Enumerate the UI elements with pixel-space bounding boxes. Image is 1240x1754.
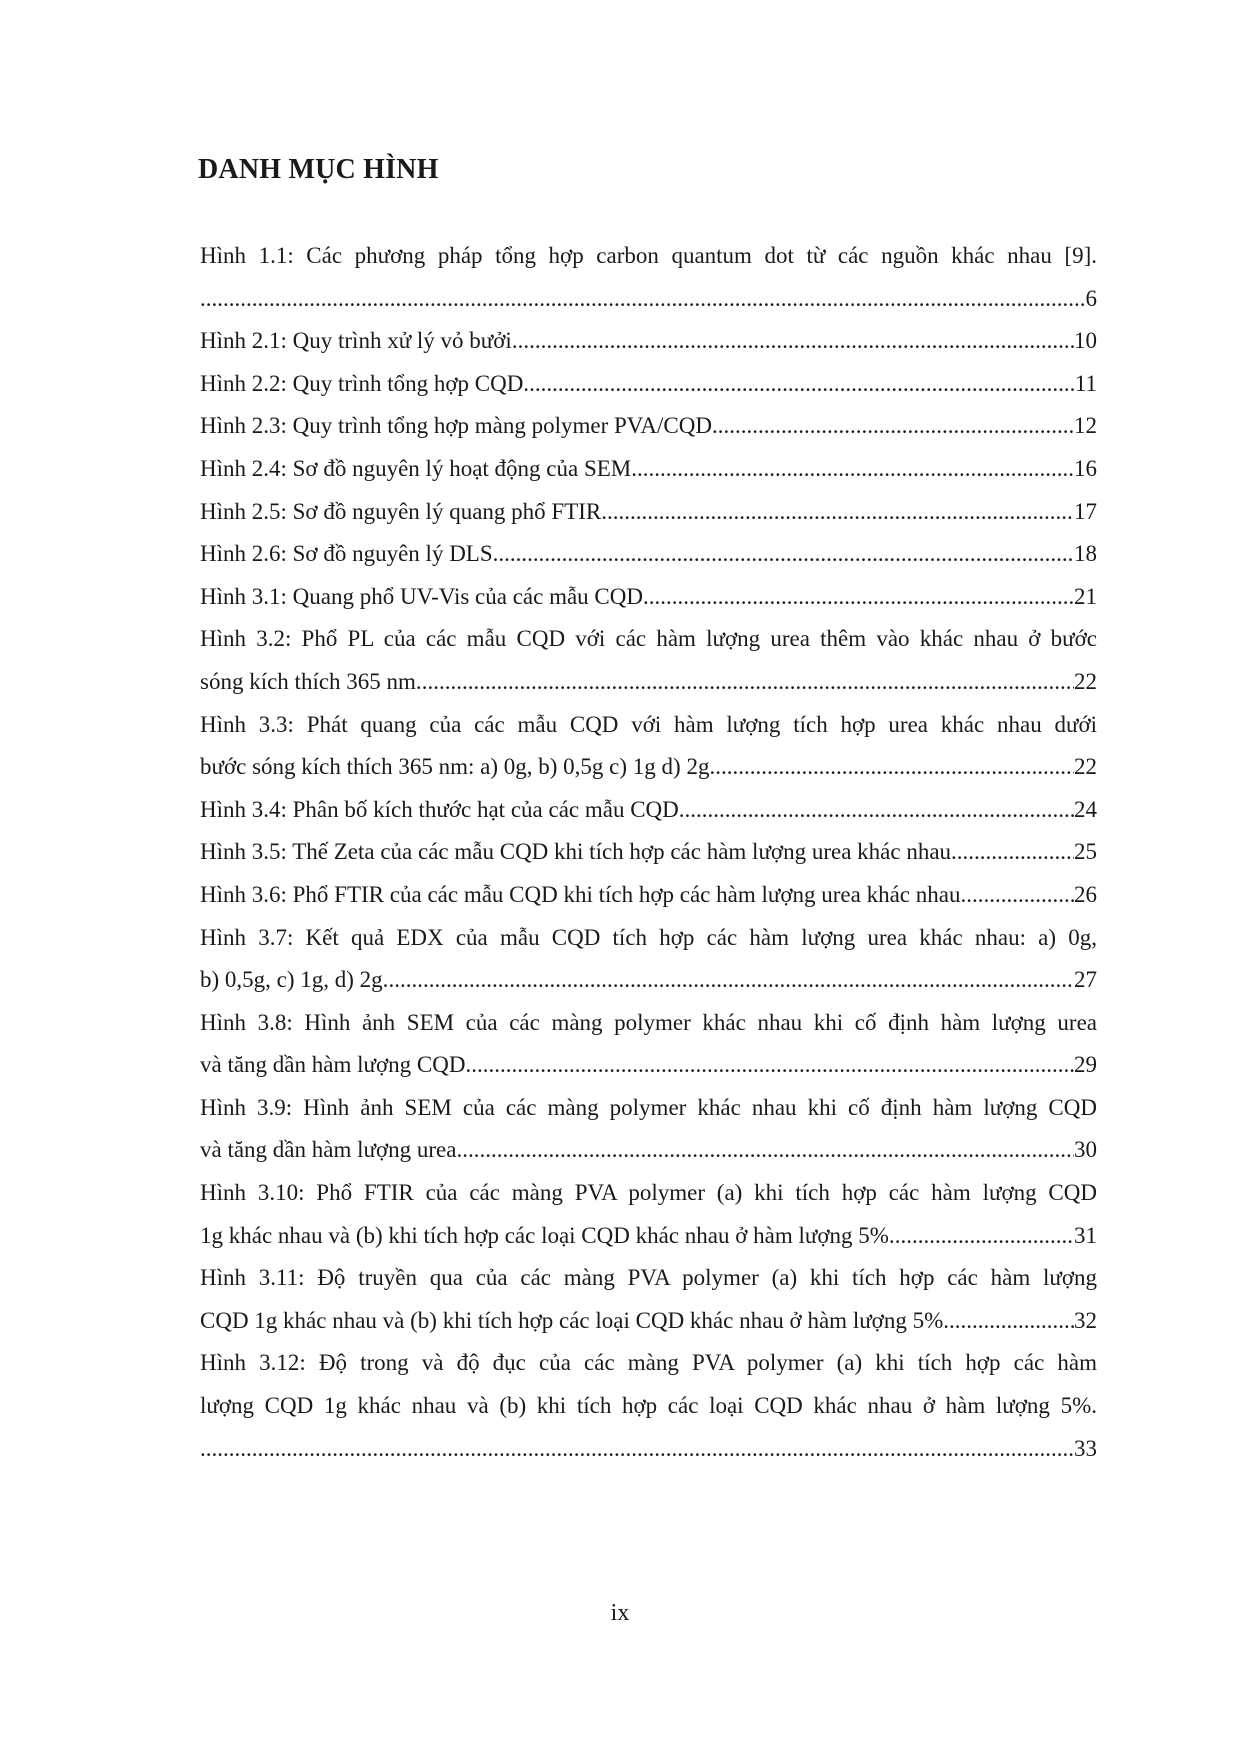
list-of-figures-heading: DANH MỤC HÌNH [198,154,439,185]
figure-entry-last-line [200,320,1097,363]
figure-entry-page: 33 [1074,1435,1097,1461]
dot-leader [422,661,1074,704]
dot-leader [388,959,1074,1002]
figure-entry-text: lượng CQD 1g khác nhau và (b) khi tích hợp các loại CQD khác nhau ở hàm lượng 5%. [200,1393,1097,1419]
dot-leader [895,1215,1074,1258]
figure-entry [200,320,1097,363]
figure-entry-text: 1g khác nhau và (b) khi tích hợp các loại CQD khác nhau ở hàm lượng 5%. [200,1222,895,1248]
dot-leader [200,278,1086,321]
dot-leader [518,320,1074,363]
figure-entry-page: 12 [1074,413,1097,439]
figure-list [200,235,1097,1470]
figure-entry-text: Hình 3.1: Quang phổ UV-Vis của các mẫu CQD. [200,583,649,609]
figure-entry [200,1257,1097,1342]
dot-leader [637,448,1074,491]
figure-entry-text: Hình 3.4: Phân bố kích thước hạt của các mẫu CQD. [200,796,685,822]
figure-entry-page: 22 [1074,668,1097,694]
figure-entry-last-line [200,1044,1097,1087]
figure-entry [200,576,1097,619]
figure-entry-last-line [200,533,1097,576]
figure-entry-last-line [200,405,1097,448]
figure-entry-text: Hình 2.2: Quy trình tổng hợp CQD. [200,370,530,396]
figure-entry-page: 16 [1074,455,1097,481]
figure-entry-text: Hình 2.4: Sơ đồ nguyên lý hoạt động của SEM. [200,455,637,481]
figure-entry-text: Hình 3.11: Độ truyền qua của các màng PVA polymer (a) khi tích hợp các hàm lượng [200,1265,1097,1291]
figure-entry [200,1172,1097,1257]
figure-entry [200,533,1097,576]
figure-entry-text: Hình 3.3: Phát quang của các mẫu CQD với hàm lượng tích hợp urea khác nhau dưới [200,711,1097,737]
figure-entry-last-line [200,576,1097,619]
figure-entry-page: 6 [1085,285,1097,311]
figure-entry [200,491,1097,534]
dot-leader [685,789,1074,832]
figure-entry-text: Hình 3.10: Phổ FTIR của các màng PVA polymer (a) khi tích hợp các hàm lượng CQD [200,1180,1097,1206]
figure-entry-page: 22 [1074,754,1097,780]
dot-leader [649,576,1074,619]
figure-entry-page: 24 [1074,796,1097,822]
figure-entry-page: 18 [1074,541,1097,567]
figure-entry-text: CQD 1g khác nhau và (b) khi tích hợp các loại CQD khác nhau ở hàm lượng 5%. [200,1307,949,1333]
figure-entry [200,789,1097,832]
dot-leader [529,363,1075,406]
dot-leader [960,874,1074,917]
dot-leader [718,405,1074,448]
figure-entry [200,831,1097,874]
figure-entry-text: Hình 2.1: Quy trình xử lý vỏ bưởi. [200,328,518,354]
figure-entry-text: Hình 3.7: Kết quả EDX của mẫu CQD tích hợp các hàm lượng urea khác nhau: a) 0g, [200,924,1097,950]
figure-entry-page: 27 [1074,967,1097,993]
figure-entry [200,1342,1097,1470]
figure-entry-last-line [200,746,1097,789]
figure-entry [200,235,1097,320]
dot-leader [200,1428,1074,1471]
figure-entry-text: bước sóng kích thích 365 nm: a) 0g, b) 0,5g c) 1g d) 2g. [200,754,716,780]
figure-entry-last-line [200,789,1097,832]
dot-leader [715,746,1074,789]
figure-entry-page: 21 [1074,583,1097,609]
figure-entry-text: Hình 2.6: Sơ đồ nguyên lý DLS. [200,541,499,567]
figure-entry-text: Hình 2.3: Quy trình tổng hợp màng polymer PVA/CQD. [200,413,718,439]
figure-entry [200,1002,1097,1087]
figure-entry-text: Hình 3.5: Thế Zeta của các mẫu CQD khi tích hợp các hàm lượng urea khác nhau. [200,839,957,865]
figure-entry-page: 29 [1074,1052,1097,1078]
figure-entry-page: 25 [1074,839,1097,865]
figure-entry [200,874,1097,917]
figure-entry-text: Hình 3.12: Độ trong và độ đục của các màng PVA polymer (a) khi tích hợp các hàm [200,1350,1097,1376]
figure-entry-last-line [200,1215,1097,1258]
figure-entry-last-line [200,491,1097,534]
figure-entry-page: 26 [1074,881,1097,907]
figure-entry-last-line [200,874,1097,917]
figure-entry-text: sóng kích thích 365 nm. [200,668,422,694]
figure-entry [200,1087,1097,1172]
dot-leader [607,491,1074,534]
figure-entry-last-line [200,1428,1097,1471]
figure-entry [200,704,1097,789]
dot-leader [498,533,1074,576]
figure-entry-page: 11 [1074,370,1097,396]
figure-entry-text: Hình 3.6: Phổ FTIR của các mẫu CQD khi tích hợp các hàm lượng urea khác nhau [200,881,961,907]
figure-entry-page: 10 [1074,328,1097,354]
figure-entry-text: Hình 2.5: Sơ đồ nguyên lý quang phổ FTIR. [200,498,607,524]
figure-entry-text: Hình 3.9: Hình ảnh SEM của các màng polymer khác nhau khi cố định hàm lượng CQD [200,1094,1097,1120]
figure-entry-text: b) 0,5g, c) 1g, d) 2g. [200,967,389,993]
figure-entry-last-line [200,959,1097,1002]
figure-entry [200,405,1097,448]
figure-entry-last-line [200,831,1097,874]
dot-leader [957,831,1074,874]
page-number: ix [610,1600,630,1626]
dot-leader [471,1044,1074,1087]
figure-entry-page: 32 [1074,1307,1097,1333]
figure-entry-page: 30 [1074,1137,1097,1163]
figure-entry-text: Hình 3.2: Phổ PL của các mẫu CQD với các hàm lượng urea thêm vào khác nhau ở bước [200,626,1097,652]
figure-entry-page: 31 [1074,1222,1097,1248]
figure-entry-text: Hình 1.1: Các phương pháp tổng hợp carbon quantum dot từ các nguồn khác nhau [9]. [200,243,1097,268]
figure-entry-last-line [200,448,1097,491]
dot-leader [462,1129,1074,1172]
figure-entry-text: và tăng dần hàm lượng urea. [200,1137,463,1163]
dot-leader [949,1300,1074,1343]
figure-entry [200,363,1097,406]
figure-entry-text: và tăng dần hàm lượng CQD. [200,1052,472,1078]
figure-entry-last-line [200,363,1097,406]
figure-entry [200,448,1097,491]
figure-entry-last-line [200,1300,1097,1343]
figure-entry-last-line [200,1129,1097,1172]
figure-entry [200,917,1097,1002]
figure-entry [200,618,1097,703]
figure-entry-page: 17 [1074,498,1097,524]
figure-entry-text: Hình 3.8: Hình ảnh SEM của các màng polymer khác nhau khi cố định hàm lượng urea [200,1009,1097,1035]
figure-entry-last-line [200,278,1097,321]
figure-entry-last-line [200,661,1097,704]
